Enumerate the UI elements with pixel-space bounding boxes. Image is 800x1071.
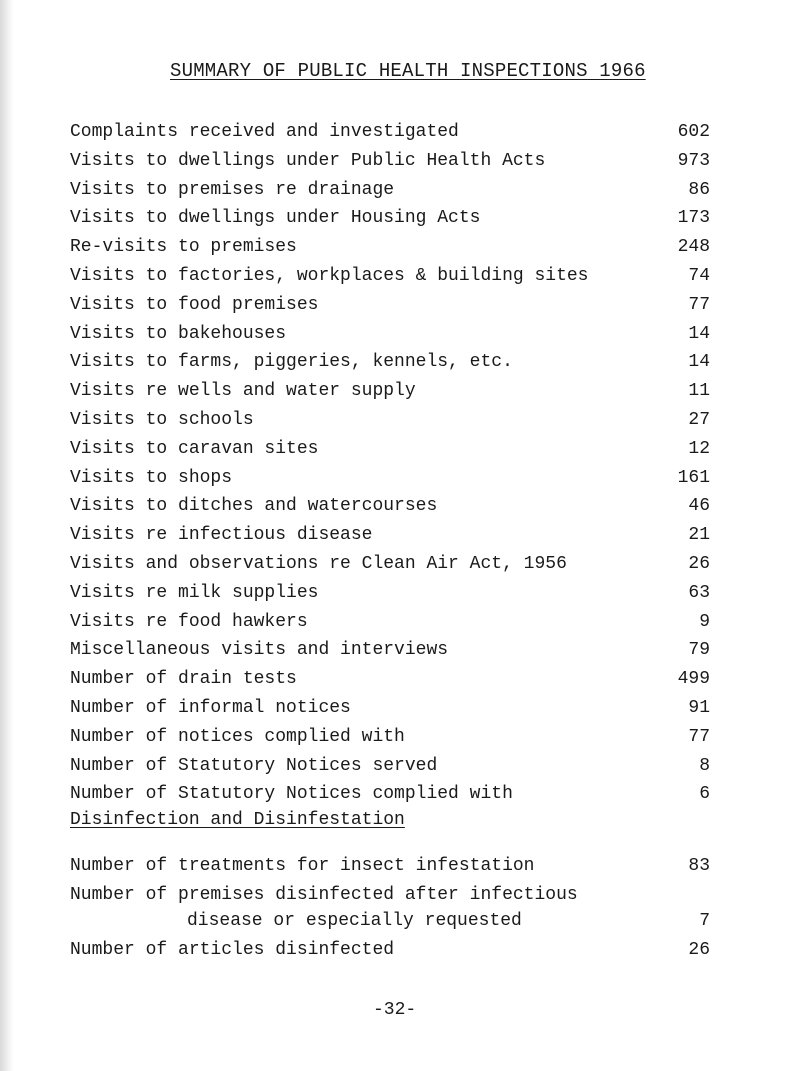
row-label: Visits to ditches and watercourses <box>70 496 438 517</box>
row-label: Complaints received and investigated <box>70 122 459 142</box>
row-value: 91 <box>688 697 710 718</box>
row-label: Visits to shops <box>70 467 233 488</box>
summary-row <box>70 636 710 665</box>
row-value: 161 <box>677 467 710 488</box>
row-value: 8 <box>699 755 710 776</box>
summary-row <box>70 377 710 406</box>
row-label-multiline <box>70 882 650 934</box>
summary-row <box>70 464 710 493</box>
row-label: Visits to premises re drainage <box>70 179 395 200</box>
row-label: Number of treatments for insect infestation <box>70 856 535 876</box>
row-value: 14 <box>688 323 710 344</box>
summary-row <box>70 176 710 205</box>
disinfection-row <box>70 882 710 934</box>
summary-row <box>70 435 710 464</box>
row-value: 7 <box>699 911 710 931</box>
row-label: Miscellaneous visits and interviews <box>70 640 449 661</box>
summary-row <box>70 406 710 435</box>
row-value: 14 <box>688 352 710 373</box>
row-label: Visits and observations re Clean Air Act, 1956 <box>70 553 567 574</box>
summary-row <box>70 579 710 608</box>
summary-row <box>70 752 710 781</box>
summary-row <box>70 780 710 809</box>
summary-row <box>70 665 710 694</box>
summary-row <box>70 723 710 752</box>
summary-row <box>70 550 710 579</box>
row-label: Visits to dwellings under Housing Acts <box>70 208 481 229</box>
row-value: 11 <box>688 381 710 402</box>
row-value: 79 <box>688 640 710 661</box>
row-value: 26 <box>688 940 710 960</box>
row-value: 26 <box>688 553 710 574</box>
row-label: Number of Statutory Notices complied with <box>70 784 513 805</box>
row-value: 46 <box>688 496 710 517</box>
summary-row <box>70 233 710 262</box>
row-label: Visits to factories, workplaces & building sites <box>70 265 589 286</box>
row-label: Visits to farms, piggeries, kennels, etc. <box>70 352 513 373</box>
summary-row <box>70 694 710 723</box>
summary-row <box>70 262 710 291</box>
row-value: 12 <box>688 438 710 459</box>
row-label: Visits to bakehouses <box>70 323 287 344</box>
section-heading-disinfection: Disinfection and Disinfestation <box>70 810 405 830</box>
row-value: 973 <box>677 150 710 171</box>
row-value: 248 <box>677 237 710 258</box>
row-label: Visits to food premises <box>70 294 319 315</box>
row-label: Number of informal notices <box>70 697 351 718</box>
row-value: 63 <box>688 582 710 603</box>
page-title: SUMMARY OF PUBLIC HEALTH INSPECTIONS 1966 <box>170 60 646 82</box>
summary-row <box>70 521 710 550</box>
row-label: Visits re milk supplies <box>70 582 319 603</box>
disinfection-row <box>70 937 710 963</box>
row-label: Visits to caravan sites <box>70 438 319 459</box>
row-value: 83 <box>688 856 710 876</box>
row-label: Visits re food hawkers <box>70 611 308 632</box>
row-value: 173 <box>677 208 710 229</box>
summary-row <box>70 348 710 377</box>
row-label: Number of drain tests <box>70 669 297 690</box>
summary-row <box>70 320 710 349</box>
row-label: Visits re infectious disease <box>70 525 373 546</box>
summary-row <box>70 147 710 176</box>
summary-row <box>70 492 710 521</box>
row-value: 499 <box>677 669 710 690</box>
row-label: Number of Statutory Notices served <box>70 755 438 776</box>
row-label: Number of articles disinfected <box>70 940 395 960</box>
row-label: Re-visits to premises <box>70 237 297 258</box>
row-label-line-2: disease or especially requested <box>187 911 522 931</box>
row-value: 21 <box>688 525 710 546</box>
summary-row <box>70 118 710 147</box>
row-label-line-1: Number of premises disinfected after infectious <box>70 885 578 905</box>
row-value: 77 <box>688 726 710 747</box>
row-label: Visits to dwellings under Public Health Acts <box>70 150 546 171</box>
row-value: 602 <box>677 122 710 142</box>
row-value: 77 <box>688 294 710 315</box>
row-value: 27 <box>688 409 710 430</box>
summary-row <box>70 608 710 637</box>
row-value: 74 <box>688 265 710 286</box>
row-label: Visits to schools <box>70 409 254 430</box>
page-number: -32- <box>373 1000 417 1020</box>
inspection-summary-list <box>70 118 710 809</box>
summary-row <box>70 291 710 320</box>
row-value: 86 <box>688 179 710 200</box>
row-value: 6 <box>699 784 710 805</box>
row-value: 9 <box>699 611 710 632</box>
row-label: Visits re wells and water supply <box>70 381 416 402</box>
row-label: Number of notices complied with <box>70 726 405 747</box>
disinfection-list <box>70 853 710 963</box>
disinfection-row <box>70 853 710 879</box>
summary-row <box>70 204 710 233</box>
page-edge-shadow <box>0 0 14 1071</box>
